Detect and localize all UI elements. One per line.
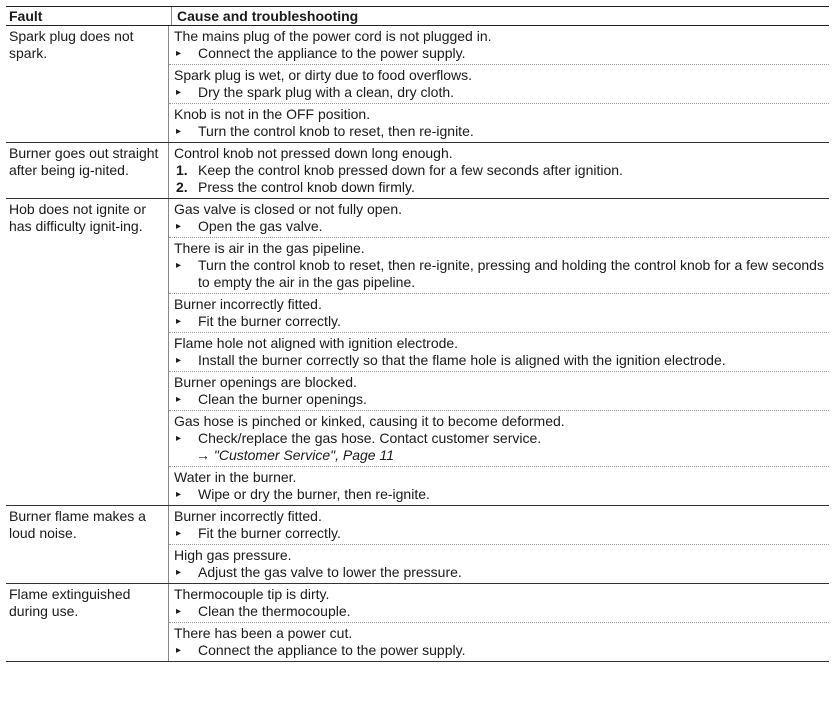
cause-text: Gas hose is pinched or kinked, causing it to become deformed. xyxy=(174,413,565,429)
remedy-step xyxy=(174,352,825,369)
table-row xyxy=(6,26,829,143)
remedy-step xyxy=(174,642,825,659)
causes-cell xyxy=(168,506,829,583)
fault-cell: Burner goes out straight after being ig-nited. xyxy=(9,145,159,178)
cross-reference-link[interactable]: → "Customer Service", Page 11 xyxy=(196,447,394,463)
cause-block xyxy=(169,293,829,332)
table-body xyxy=(6,26,829,662)
bullet-arrow-icon: ▸ xyxy=(176,221,182,232)
remedy-step xyxy=(174,162,825,179)
cause-text: There is air in the gas pipeline. xyxy=(174,240,365,256)
remedy-step xyxy=(174,525,825,542)
remedy-step xyxy=(174,430,825,447)
step-number: 1. xyxy=(176,162,188,178)
remedy-step xyxy=(174,179,825,196)
remedy-text: Install the burner correctly so that the flame hole is aligned with the ignition electrode. xyxy=(198,352,726,368)
remedy-step xyxy=(174,45,825,62)
remedy-text: Fit the burner correctly. xyxy=(198,313,341,329)
bullet-arrow-icon: ▸ xyxy=(176,645,182,656)
table-row xyxy=(6,506,829,584)
remedy-text: Open the gas valve. xyxy=(198,218,323,234)
cause-text: Gas valve is closed or not fully open. xyxy=(174,201,403,217)
cause-block xyxy=(169,544,829,583)
bullet-arrow-icon: ▸ xyxy=(176,489,182,500)
cause-text: Knob is not in the OFF position. xyxy=(174,106,371,122)
remedy-text: Wipe or dry the burner, then re-ignite. xyxy=(198,486,430,502)
cause-block xyxy=(169,410,829,466)
fault-cell: Hob does not ignite or has difficulty ignit-ing. xyxy=(9,201,146,234)
cause-text: Flame hole not aligned with ignition electrode. xyxy=(174,335,459,351)
bullet-arrow-icon: ▸ xyxy=(176,606,182,617)
cause-text: Water in the burner. xyxy=(174,469,297,485)
remedy-text: Connect the appliance to the power supply. xyxy=(198,45,466,61)
remedy-step xyxy=(174,391,825,408)
cause-block xyxy=(169,622,829,661)
causes-cell xyxy=(168,584,829,661)
remedy-text: Dry the spark plug with a clean, dry cloth. xyxy=(198,84,455,100)
fault-cell: Spark plug does not spark. xyxy=(9,28,134,61)
cause-column-header: Cause and troubleshooting xyxy=(171,7,829,25)
remedy-text: Connect the appliance to the power supply. xyxy=(198,642,466,658)
cause-block xyxy=(169,332,829,371)
remedy-step xyxy=(174,218,825,235)
remedy-text: Clean the burner openings. xyxy=(198,391,367,407)
bullet-arrow-icon: ▸ xyxy=(176,433,182,444)
cause-block xyxy=(169,64,829,103)
cause-block xyxy=(169,466,829,505)
fault-cell: Flame extinguished during use. xyxy=(9,586,131,619)
fault-column-header: Fault xyxy=(9,8,43,24)
remedy-text: Check/replace the gas hose. Contact customer service. xyxy=(198,430,542,446)
remedy-step xyxy=(174,564,825,581)
causes-cell xyxy=(168,199,829,505)
bullet-arrow-icon: ▸ xyxy=(176,316,182,327)
cause-block xyxy=(169,237,829,293)
cause-block xyxy=(169,143,829,198)
cause-text: There has been a power cut. xyxy=(174,625,353,641)
causes-cell xyxy=(168,143,829,198)
cause-block xyxy=(169,584,829,622)
cause-text: Burner incorrectly fitted. xyxy=(174,296,322,312)
bullet-arrow-icon: ▸ xyxy=(176,355,182,366)
remedy-text: Clean the thermocouple. xyxy=(198,603,351,619)
remedy-text: Press the control knob down firmly. xyxy=(198,179,415,195)
table-row xyxy=(6,199,829,506)
remedy-text: Turn the control knob to reset, then re-ignite, pressing and holding the control knob for a few seconds to empty the air in the gas pipeline. xyxy=(198,257,824,290)
cause-text: The mains plug of the power cord is not plugged in. xyxy=(174,28,492,44)
remedy-step xyxy=(174,603,825,620)
cause-block xyxy=(169,103,829,142)
remedy-text: Adjust the gas valve to lower the pressure. xyxy=(198,564,462,580)
cause-block xyxy=(169,26,829,64)
table-row xyxy=(6,584,829,662)
bullet-arrow-icon: ▸ xyxy=(176,528,182,539)
remedy-step xyxy=(174,84,825,101)
remedy-text: Turn the control knob to reset, then re-ignite. xyxy=(198,123,474,139)
cause-text: Spark plug is wet, or dirty due to food overflows. xyxy=(174,67,473,83)
remedy-step xyxy=(174,313,825,330)
remedy-step xyxy=(174,486,825,503)
remedy-text: Fit the burner correctly. xyxy=(198,525,341,541)
cause-text: High gas pressure. xyxy=(174,547,292,563)
cause-text: Burner incorrectly fitted. xyxy=(174,508,322,524)
bullet-arrow-icon: ▸ xyxy=(176,567,182,578)
table-row xyxy=(6,143,829,199)
table-header xyxy=(6,6,829,26)
causes-cell xyxy=(168,26,829,142)
remedy-step xyxy=(174,257,825,291)
bullet-arrow-icon: ▸ xyxy=(176,87,182,98)
bullet-arrow-icon: ▸ xyxy=(176,126,182,137)
bullet-arrow-icon: ▸ xyxy=(176,394,182,405)
cause-text: Thermocouple tip is dirty. xyxy=(174,586,330,602)
remedy-step xyxy=(174,123,825,140)
cause-text: Burner openings are blocked. xyxy=(174,374,357,390)
bullet-arrow-icon: ▸ xyxy=(176,48,182,59)
cause-block xyxy=(169,371,829,410)
cause-block xyxy=(169,506,829,544)
remedy-text: Keep the control knob pressed down for a few seconds after ignition. xyxy=(198,162,623,178)
troubleshooting-table xyxy=(6,6,829,662)
fault-cell: Burner flame makes a loud noise. xyxy=(9,508,146,541)
step-number: 2. xyxy=(176,179,188,195)
cause-block xyxy=(169,199,829,237)
bullet-arrow-icon: ▸ xyxy=(176,260,182,271)
cause-text: Control knob not pressed down long enough. xyxy=(174,145,453,161)
